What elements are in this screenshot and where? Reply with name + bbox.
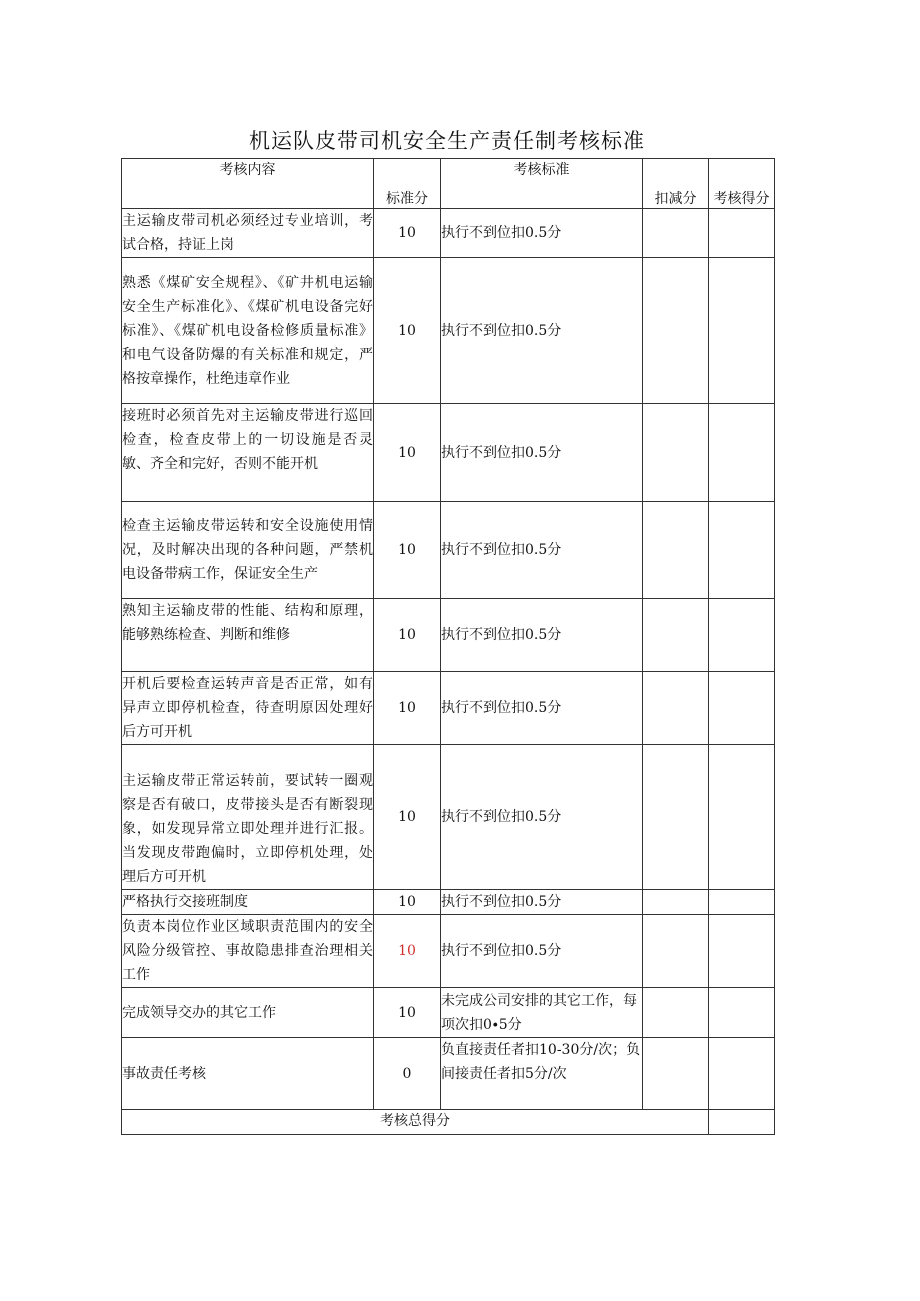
- row-obtained-cell: [709, 404, 775, 502]
- table-row: [122, 258, 775, 404]
- row-score: 10: [374, 209, 441, 258]
- total-score-cell: [709, 1110, 775, 1135]
- row-obtained-cell: [709, 599, 775, 672]
- table-header-row: [122, 159, 775, 209]
- table-row: [122, 745, 775, 890]
- table-row: [122, 599, 775, 672]
- row-standard: 执行不到位扣0.5分: [441, 404, 643, 502]
- page-title: 机运队皮带司机安全生产责任制考核标准: [249, 129, 645, 153]
- row-standard: 执行不到位扣0.5分: [441, 502, 643, 599]
- row-content: 熟知主运输皮带的性能、结构和原理，能够熟练检查、判断和维修: [122, 599, 374, 672]
- row-content: 检查主运输皮带运转和安全设施使用情况，及时解决出现的各种问题，严禁机电设备带病工作，保证安全生产: [122, 502, 374, 599]
- row-standard: 执行不到位扣0.5分: [441, 258, 643, 404]
- row-content: 主运输皮带司机必须经过专业培训，考试合格，持证上岗: [122, 209, 374, 258]
- row-standard: 执行不到位扣0.5分: [441, 209, 643, 258]
- row-obtained-cell: [709, 1038, 775, 1110]
- row-deduct-cell: [643, 599, 709, 672]
- row-score: 10: [374, 258, 441, 404]
- table-row: [122, 209, 775, 258]
- table-row: [122, 1038, 775, 1110]
- row-score: 0: [374, 1038, 441, 1110]
- row-content: 接班时必须首先对主运输皮带进行巡回检查，检查皮带上的一切设施是否灵敏、齐全和完好，否则不能开机: [122, 404, 374, 502]
- row-standard: 执行不到位扣0.5分: [441, 915, 643, 988]
- row-content: 主运输皮带正常运转前，要试转一圈观察是否有破口，皮带接头是否有断裂现象，如发现异常立即处理并进行汇报。当发现皮带跑偏时，立即停机处理，处理后方可开机: [122, 745, 374, 890]
- header-obtained: 考核得分: [709, 159, 775, 209]
- row-obtained-cell: [709, 988, 775, 1038]
- row-standard: 负直接责任者扣10-30分/次；负间接责任者扣5分/次: [441, 1038, 643, 1110]
- row-obtained-cell: [709, 502, 775, 599]
- header-standard: 考核标准: [441, 159, 643, 209]
- row-standard: 执行不到位扣0.5分: [441, 599, 643, 672]
- row-content: 熟悉《煤矿安全规程》、《矿井机电运输安全生产标准化》、《煤矿机电设备完好标准》、《煤矿机电设备检修质量标准》和电气设备防爆的有关标准和规定，严格按章操作，杜绝违章作业: [122, 258, 374, 404]
- row-obtained-cell: [709, 209, 775, 258]
- row-score: 10: [374, 988, 441, 1038]
- row-deduct-cell: [643, 502, 709, 599]
- table-row: [122, 890, 775, 915]
- row-deduct-cell: [643, 209, 709, 258]
- row-standard: 执行不到位扣0.5分: [441, 672, 643, 745]
- row-obtained-cell: [709, 915, 775, 988]
- row-score: 10: [374, 599, 441, 672]
- row-standard: 执行不到位扣0.5分: [441, 890, 643, 915]
- row-deduct-cell: [643, 890, 709, 915]
- row-score: 10: [374, 890, 441, 915]
- table-row: [122, 915, 775, 988]
- row-content: 严格执行交接班制度: [122, 890, 374, 915]
- row-deduct-cell: [643, 1038, 709, 1110]
- assessment-table: [121, 158, 775, 1135]
- table-row: [122, 672, 775, 745]
- table-row: [122, 502, 775, 599]
- row-score: 10: [374, 745, 441, 890]
- row-score: 10: [374, 672, 441, 745]
- row-deduct-cell: [643, 258, 709, 404]
- header-content: 考核内容: [122, 159, 374, 209]
- total-score-label: 考核总得分: [122, 1110, 709, 1135]
- row-score: 10: [374, 502, 441, 599]
- total-row: [122, 1110, 775, 1135]
- row-deduct-cell: [643, 988, 709, 1038]
- row-content: 完成领导交办的其它工作: [122, 988, 374, 1038]
- row-obtained-cell: [709, 258, 775, 404]
- header-deduct: 扣减分: [643, 159, 709, 209]
- table-row: [122, 988, 775, 1038]
- row-content: 开机后要检查运转声音是否正常，如有异声立即停机检查，待查明原因处理好后方可开机: [122, 672, 374, 745]
- row-content: 事故责任考核: [122, 1038, 374, 1110]
- row-obtained-cell: [709, 672, 775, 745]
- row-obtained-cell: [709, 890, 775, 915]
- row-deduct-cell: [643, 404, 709, 502]
- row-deduct-cell: [643, 915, 709, 988]
- header-score: 标准分: [374, 159, 441, 209]
- row-score-highlighted: 10: [374, 915, 441, 988]
- row-score: 10: [374, 404, 441, 502]
- row-obtained-cell: [709, 745, 775, 890]
- row-deduct-cell: [643, 672, 709, 745]
- row-standard: 执行不到位扣0.5分: [441, 745, 643, 890]
- row-content: 负责本岗位作业区域职责范围内的安全风险分级管控、事故隐患排查治理相关工作: [122, 915, 374, 988]
- table-row: [122, 404, 775, 502]
- row-standard: 未完成公司安排的其它工作，每项次扣0∙5分: [441, 988, 643, 1038]
- row-deduct-cell: [643, 745, 709, 890]
